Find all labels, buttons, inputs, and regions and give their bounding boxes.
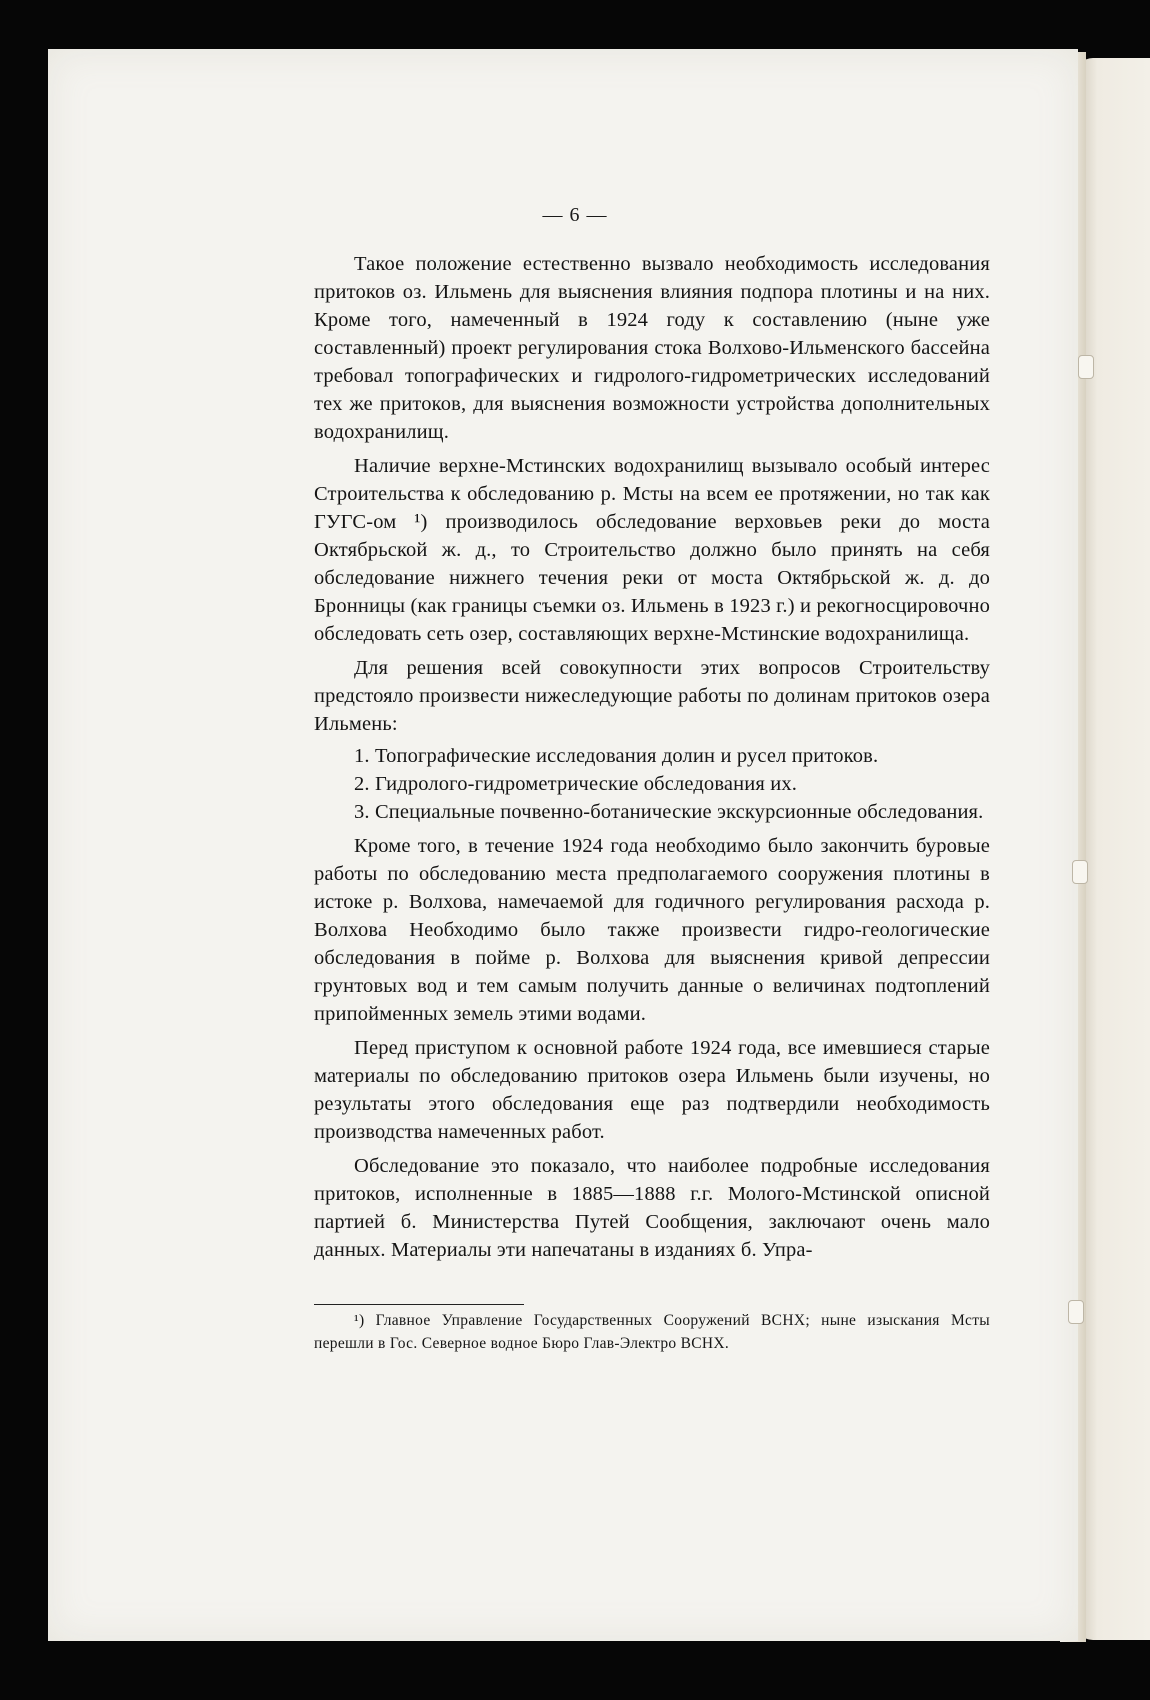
binding-stitch [1072,860,1088,884]
list-item: 3. Специальные почвенно-ботанические экскурсионные обследования. [354,801,984,823]
paragraph: Для решения всей совокупности этих вопросов Строительству предстояло произвести нижеследующие работы по долинам притоков озера Ильмень: [314,657,990,735]
footnote-divider [314,1304,524,1305]
paragraph: Обследование это показало, что наиболее подробные исследования притоков, исполненные в 1885—1888 г.г. Молого-Мстинской описной партией б. Министерства Путей Сообщения, заключают очень мало данных. Материалы эти напечатаны в изданиях б. Упра- [314,1155,990,1261]
page-number: — 6 — [542,204,608,226]
paragraph: Наличие верхне-Мстинских водохранилищ вызывало особый интерес Строительства к обследованию р. Мсты на всем ее протяжении, но так как ГУГС-ом ¹) производилось обследование верховьев реки до моста Октябрьской ж. д., то Строительство должно было принять на себя обследование нижнего течения реки от моста Октябрьской ж. д. до Бронницы (как границы съемки оз. Ильмень в 1923 г.) и рекогносцировочно обследовать сеть озер, составляющих верхне-Мстинские водохранилища. [314,455,990,645]
binding-stitch [1068,1300,1084,1324]
binding-stitch [1078,355,1094,379]
paragraph: Такое положение естественно вызвало необходимость исследования притоков оз. Ильмень для выяснения влияния подпора плотины и на них. Кроме того, намеченный в 1924 году к составлению (ныне уже составленный) проект регулирования стока Волхово-Ильменского бассейна требовал топографических и гидролого-гидрометрических исследований тех же притоков, для выяснения возможности устройства дополнительных водохранилищ. [314,253,990,443]
list-item: 2. Гидролого-гидрометрические обследования их. [354,773,798,795]
paragraph: Перед приступом к основной работе 1924 года, все имевшиеся старые материалы по обследованию притоков озера Ильмень были изучены, но результаты этого обследования еще раз подтвердили необходимость производства намеченных работ. [314,1037,990,1143]
footnote: ¹) Главное Управление Государственных Сооружений ВСНХ; ныне изыскания Мсты перешли в Гос. Северное водное Бюро Глав-Электро ВСНХ. [314,1312,990,1352]
list-item: 1. Топографические исследования долин и русел притоков. [354,745,879,767]
body-text [314,250,990,1270]
paragraph: Кроме того, в течение 1924 года необходимо было закончить буровые работы по обследованию места предполагаемого сооружения плотины в истоке р. Волхова, намечаемой для годичного регулирования расхода р. Волхова Необходимо было также произвести гидро-геологические обследования в пойме р. Волхова для выяснения кривой депрессии грунтовых вод и тем самым получить данные о величинах подтоплений припойменных земель этими водами. [314,835,990,1025]
adjacent-page-edge [1075,58,1150,1640]
